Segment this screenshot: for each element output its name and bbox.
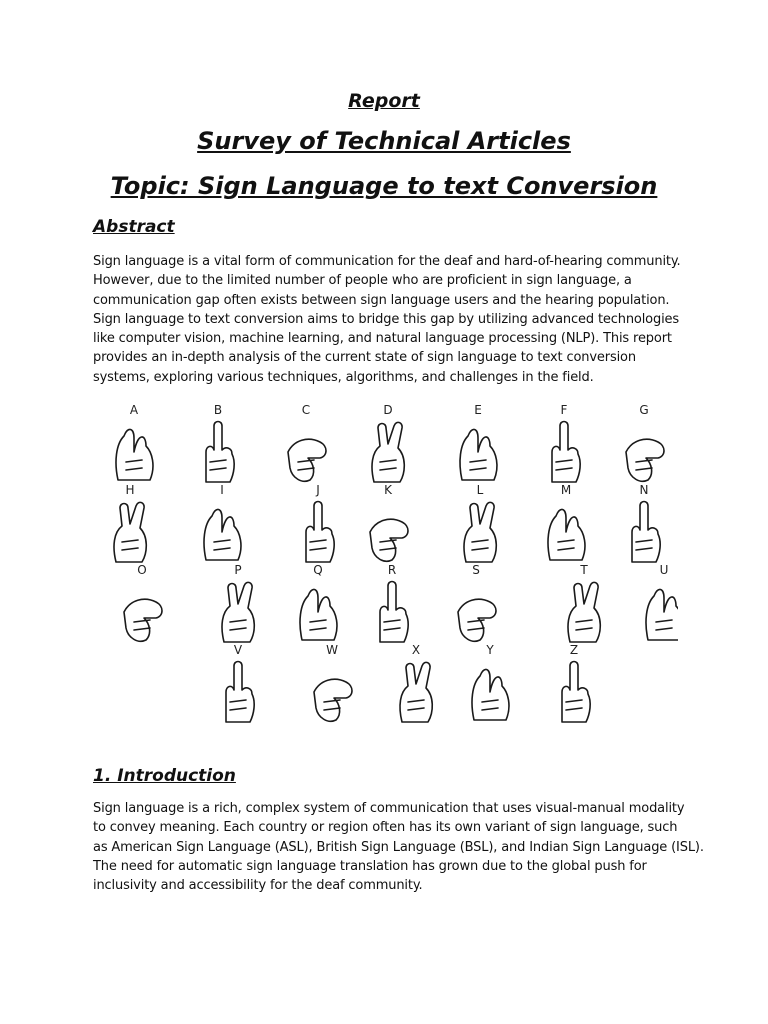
hand-crease-lines: [472, 540, 488, 550]
hand-sign-drawing: [222, 582, 254, 642]
abstract-paragraph: [93, 252, 683, 387]
abstract-line: provides an in-depth analysis of the current state of sign language to text conversion: [93, 350, 636, 366]
sign-letter-label: D: [383, 403, 393, 417]
hand-crease-lines: [230, 620, 246, 630]
introduction-line: Sign language is a rich, complex system of communication that uses visual-manual modality: [93, 801, 685, 816]
hand-crease-lines: [310, 540, 326, 550]
sign-letter-label: P: [234, 563, 242, 577]
sign-letter-n: [632, 483, 660, 562]
hand-sign-drawing: [300, 589, 337, 640]
sign-letter-label: A: [129, 403, 139, 417]
sign-letter-j: [306, 483, 334, 562]
sign-letter-label: V: [233, 643, 243, 657]
hand-sign-drawing: [400, 662, 432, 722]
sign-letter-label: R: [387, 563, 397, 577]
abstract-heading: Abstract: [93, 217, 175, 237]
hand-sign-drawing: [114, 502, 146, 562]
hand-crease-lines: [470, 460, 486, 470]
sign-letter-x: [400, 643, 432, 722]
hand-sign-drawing: [116, 429, 153, 480]
abstract-line: like computer vision, machine learning, and natural language processing (NLP). This report: [93, 331, 672, 347]
hand-crease-lines: [230, 700, 246, 710]
hand-sign-drawing: [226, 662, 254, 723]
hand-crease-lines: [576, 620, 592, 630]
hand-crease-lines: [126, 460, 142, 470]
sign-letter-label: B: [213, 403, 223, 417]
sign-alphabet-chart: [92, 394, 678, 730]
sign-letter-c: [288, 403, 326, 481]
introduction-line: inclusivity and accessibility for the deaf community.: [93, 878, 423, 894]
sign-letter-e: [460, 403, 497, 480]
document-topic: Topic: Sign Language to text Conversion: [110, 172, 658, 200]
hand-crease-lines: [636, 540, 652, 550]
introduction-line: as American Sign Language (ASL), British Sign Language (BSL), and Indian Sign Language (ISL).: [93, 839, 704, 855]
abstract-line: Sign language is a vital form of communication for the deaf and hard-of-hearing community.: [93, 254, 681, 269]
sign-letter-label: Q: [313, 563, 323, 577]
hand-crease-lines: [310, 620, 326, 630]
sign-letter-p: [222, 563, 254, 642]
sign-letter-g: [626, 403, 664, 481]
hand-sign-drawing: [646, 589, 678, 640]
sign-letter-label: C: [301, 403, 311, 417]
sign-letter-u: [646, 563, 678, 640]
sign-letter-label: W: [326, 643, 338, 657]
sign-letter-label: L: [476, 483, 484, 497]
hand-sign-drawing: [206, 422, 234, 483]
sign-letter-z: [562, 643, 590, 722]
sign-letter-b: [206, 403, 234, 482]
hand-crease-lines: [556, 460, 572, 470]
hand-sign-drawing: [632, 502, 660, 563]
hand-crease-lines: [122, 540, 138, 550]
sign-letter-label: F: [560, 403, 568, 417]
abstract-line: Sign language to text conversion aims to bridge this gap by utilizing advanced technologies: [93, 311, 680, 327]
hand-crease-lines: [214, 540, 230, 550]
hand-sign-drawing: [372, 422, 404, 482]
sign-letter-h: [114, 483, 146, 562]
sign-letter-label: O: [137, 563, 147, 577]
sign-letter-t: [568, 563, 600, 642]
hand-sign-drawing: [562, 662, 590, 723]
sign-letter-label: I: [220, 483, 224, 497]
hand-crease-lines: [380, 460, 396, 470]
abstract-line: communication gap often exists between sign language users and the hearing population.: [93, 292, 670, 308]
hand-crease-lines: [566, 700, 582, 710]
sign-letter-label: G: [639, 403, 649, 417]
sign-letter-label: Z: [569, 643, 579, 657]
sign-letter-label: E: [474, 403, 482, 417]
hand-sign-drawing: [380, 582, 408, 643]
introduction-heading: 1. Introduction: [93, 766, 236, 786]
sign-letter-label: Y: [486, 643, 494, 657]
sign-letter-label: S: [472, 563, 480, 577]
sign-letter-q: [300, 563, 337, 640]
hand-crease-lines: [408, 700, 424, 710]
sign-letter-label: N: [639, 483, 649, 497]
sign-letter-label: U: [659, 563, 669, 577]
sign-letter-y: [472, 643, 509, 720]
sign-letter-label: X: [411, 643, 421, 657]
sign-letter-f: [552, 403, 580, 482]
hand-sign-drawing: [464, 502, 496, 562]
hand-sign-drawing: [548, 509, 585, 560]
hand-sign-drawing: [204, 509, 241, 560]
hand-sign-drawing: [460, 429, 497, 480]
sign-letter-label: K: [384, 483, 392, 497]
sign-alphabet-figure: [92, 394, 678, 730]
hand-sign-drawing: [472, 669, 509, 720]
sign-letter-label: H: [125, 483, 135, 497]
introduction-line: to convey meaning. Each country or region often has its own variant of sign language, such: [93, 820, 678, 836]
sign-letter-o: [124, 563, 162, 641]
hand-sign-drawing: [568, 582, 600, 642]
sign-letter-s: [458, 563, 496, 641]
introduction-paragraph: [93, 799, 704, 895]
sign-letter-w: [314, 643, 352, 721]
hand-crease-lines: [482, 700, 498, 710]
abstract-line: However, due to the limited number of people who are proficient in sign language, a: [93, 273, 632, 289]
sign-letter-v: [226, 643, 254, 722]
sign-letter-d: [372, 403, 404, 482]
sign-letter-k: [370, 483, 408, 561]
sign-letter-label: M: [560, 483, 572, 497]
abstract-line: systems, exploring various techniques, algorithms, and challenges in the field.: [93, 369, 594, 385]
sign-letter-label: J: [316, 483, 320, 497]
hand-crease-lines: [384, 620, 400, 630]
hand-crease-lines: [558, 540, 574, 550]
document-title: Survey of Technical Articles: [197, 127, 571, 155]
report-label: Report: [348, 90, 420, 112]
sign-letter-m: [548, 483, 585, 560]
hand-sign-drawing: [306, 502, 334, 563]
introduction-line: The need for automatic sign language translation has grown due to the global push for: [93, 858, 647, 874]
sign-letter-i: [204, 483, 241, 560]
sign-letter-label: T: [580, 563, 588, 577]
hand-crease-lines: [210, 460, 226, 470]
sign-letter-r: [380, 563, 408, 642]
sign-letter-l: [464, 483, 496, 562]
hand-crease-lines: [656, 620, 672, 630]
sign-letter-a: [116, 403, 153, 480]
hand-sign-drawing: [552, 422, 580, 483]
